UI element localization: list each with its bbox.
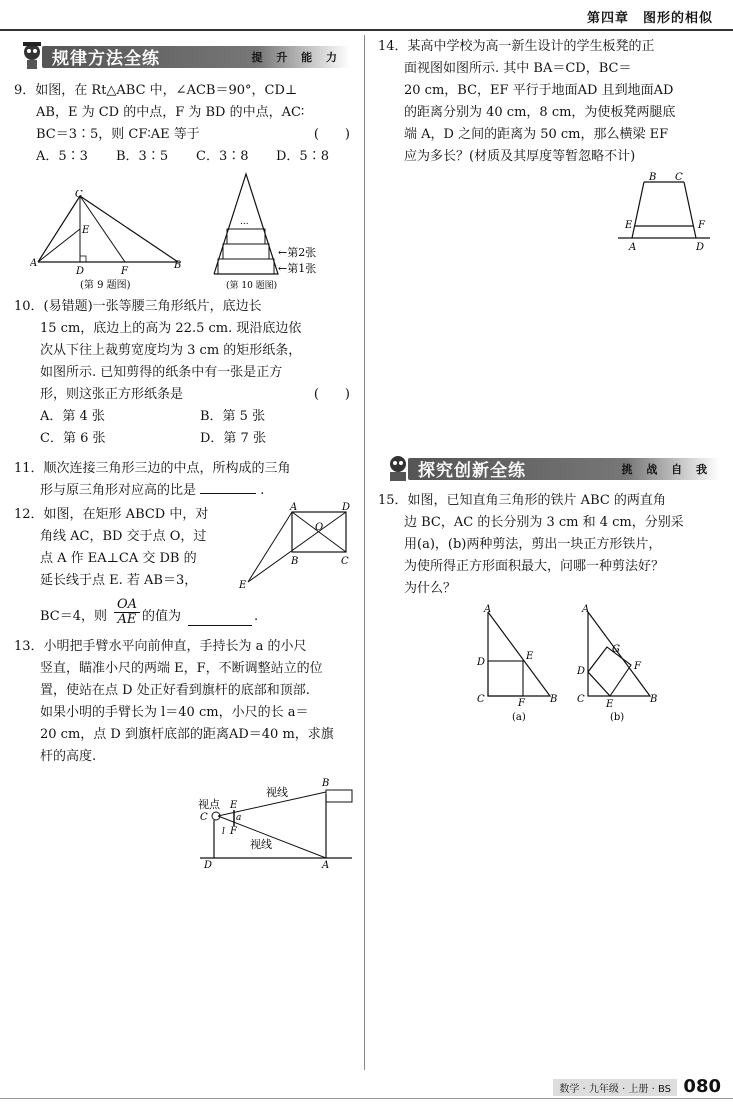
q13-line5: 20 cm，点 D 到旗杆底部的距离AD＝40 m，求旗 (40, 727, 334, 742)
q15-line4: 为使所得正方形面积最大，问哪一种剪法好？ (404, 559, 665, 574)
q10-answer-paren: ( ) (313, 387, 350, 402)
fig12-label-b: B (291, 556, 299, 567)
fig15b-label-b: B (650, 694, 658, 705)
q14-line3: 20 cm，BC，EF 平行于地面AD 且到地面AD (404, 83, 674, 98)
q11-line2: 形与原三角形对应高的比是 (40, 483, 197, 498)
fig10-strip2-label: ←第2张 (278, 246, 317, 259)
q10-option-c: C．第 6 张 (40, 431, 106, 446)
fig9-label-b: B (174, 260, 182, 271)
q15-line1: 15．如图，已知直角三角形的铁片 ABC 的两直角 (378, 493, 666, 508)
fig13-label-c: C (200, 812, 208, 823)
question-15 (378, 490, 724, 600)
fig13-viewpoint-label: 视点 (198, 798, 220, 811)
q12-end: . (254, 609, 259, 624)
q13-line4: 如果小明的手臂长为 l＝40 cm，小尺的长 a＝ (40, 705, 309, 720)
q9-option-c: C．3∶8 (196, 149, 249, 164)
q10-option-d: D．第 7 张 (200, 431, 266, 446)
fig15b-label-f: F (634, 661, 641, 672)
question-11 (14, 458, 354, 502)
figure-12 (236, 502, 356, 590)
fig13-label-a-small: a (236, 813, 242, 823)
fig15b-label-d: D (577, 666, 586, 677)
figure-15a (474, 604, 564, 726)
page-header (0, 0, 733, 30)
q12-line5b: 的值为 (142, 609, 182, 624)
fig13-sight-top: 视线 (266, 786, 288, 799)
q9-line1: 9．如图，在 Rt△ABC 中，∠ACB＝90°，CD⊥ (14, 83, 298, 98)
fig12-label-c: C (341, 556, 349, 567)
chapter-title: 第四章 图形的相似 (586, 11, 713, 26)
q9-option-d: D．5∶8 (276, 149, 329, 164)
fig14-label-d: D (696, 242, 705, 253)
question-13 (14, 636, 360, 768)
fig10-caption: (第 10 题图) (226, 281, 278, 291)
q12-line4: 延长线于点 E. 若 AB＝3， (40, 573, 198, 588)
fig15b-label-a: A (582, 604, 590, 615)
question-9 (14, 80, 354, 168)
fig15a-label-a: A (484, 604, 492, 615)
fig13-label-d: D (204, 860, 213, 870)
q13-line6: 杆的高度. (40, 749, 97, 764)
q12-line5a: BC＝4，则 (40, 609, 108, 624)
q12-frac-num: OA (114, 598, 140, 613)
q9-line3: BC＝3∶5，则 CF∶AE 等于 (36, 127, 200, 142)
page-footer (521, 1076, 721, 1098)
q12-frac-den: AE (117, 612, 137, 627)
fig13-label-f: F (230, 826, 237, 837)
q10-line2: 15 cm，底边上的高为 22.5 cm. 现沿底边依 (40, 321, 302, 336)
q12-line2: 角线 AC，BD 交于点 O，过 (40, 529, 207, 544)
q9-option-b: B．3∶5 (116, 149, 169, 164)
q14-line1: 14．某高中学校为高一新生设计的学生板凳的正 (378, 39, 655, 54)
figure-14 (614, 170, 714, 254)
q15-line2: 边 BC，AC 的长分别为 3 cm 和 4 cm，分别采 (404, 515, 684, 530)
fig14-label-c: C (675, 172, 683, 183)
fig15a-label-e: E (526, 651, 534, 662)
fig15b-label-g: G (612, 644, 620, 655)
question-10 (14, 296, 354, 450)
fig15b-label-c: C (577, 694, 585, 705)
q14-line2: 面视图如图所示. 其中 BA＝CD，BC＝ (404, 61, 632, 76)
q14-line6: 应为多长？(材质及其厚度等暂忽略不计) (404, 149, 636, 164)
figure-15b (574, 604, 664, 726)
q12-answer-blank[interactable] (188, 612, 252, 626)
banner-subtitle: 提 升 能 力 (251, 51, 342, 64)
section-banner-methods (18, 40, 350, 72)
fig15a-label-c: C (477, 694, 485, 705)
q15-line5: 为什么？ (404, 581, 457, 596)
fig13-label-a: A (322, 860, 330, 870)
q14-line5: 端 A，D 之间的距离为 50 cm，那么横梁 EF (404, 127, 669, 142)
book-tag: 数学 · 九年级 · 上册 · BS (553, 1079, 677, 1096)
q9-option-a: A．5∶3 (36, 149, 88, 164)
fig9-label-e: E (82, 225, 90, 236)
q10-line1: 10．(易错题)一张等腰三角形纸片，底边长 (14, 299, 262, 314)
fig13-sight-bottom: 视线 (250, 838, 272, 851)
figure-13 (196, 774, 358, 870)
fig10-dots: ... (240, 217, 249, 227)
fig15a-label-f: F (518, 698, 525, 709)
q11-end: . (260, 483, 265, 498)
q11-answer-blank[interactable] (200, 480, 256, 494)
fig10-strip1-label: ←第1张 (278, 262, 317, 275)
question-12-tail (40, 598, 360, 632)
q12-line1: 12．如图，在矩形 ABCD 中，对 (14, 507, 209, 522)
fig13-label-l: l (222, 827, 225, 837)
q13-line3: 置，使站在点 D 处正好看到旗杆的底部和顶部. (40, 683, 310, 698)
figure-9 (30, 190, 190, 295)
fig14-label-e: E (625, 220, 633, 231)
q13-line2: 竖直，瞄准小尺的两端 E，F，不断调整站立的位 (40, 661, 323, 676)
fig12-label-d: D (342, 502, 351, 513)
question-12 (14, 504, 254, 592)
q10-option-a: A．第 4 张 (40, 409, 105, 424)
fig14-label-f: F (698, 220, 705, 231)
figure-10 (208, 170, 358, 295)
section-banner-innovation (384, 452, 720, 484)
q10-line3: 次从下往上裁剪宽度均为 3 cm 的矩形纸条， (40, 343, 302, 358)
q11-line1: 11．顺次连接三角形三边的中点，所构成的三角 (14, 461, 291, 476)
banner-title: 规律方法全练 (52, 49, 160, 69)
fig14-label-b: B (649, 172, 657, 183)
q9-answer-paren: ( ) (313, 127, 350, 142)
fig9-label-a: A (30, 258, 38, 269)
q13-line1: 13．小明把手臂水平向前伸直，手持长为 a 的小尺 (14, 639, 307, 654)
q12-line3: 点 A 作 EA⊥CA 交 DB 的 (40, 551, 197, 566)
fig15a-caption: (a) (512, 712, 526, 723)
header-rule (0, 29, 733, 31)
fig12-label-a: A (290, 502, 298, 513)
page-number: 080 (683, 1076, 721, 1097)
q10-line4: 如图所示. 已知剪得的纸条中有一张是正方 (40, 365, 283, 380)
fig15a-label-b: B (550, 694, 558, 705)
q10-option-b: B．第 5 张 (200, 409, 266, 424)
fig12-label-e: E (239, 580, 247, 590)
fig14-label-a: A (629, 242, 637, 253)
footer-rule (0, 1098, 733, 1099)
banner-subtitle: 挑 战 自 我 (621, 463, 712, 476)
fig15b-caption: (b) (610, 712, 625, 723)
fig9-label-d: D (76, 266, 85, 277)
fig13-label-e: E (230, 800, 238, 811)
fig12-label-o: O (315, 522, 324, 533)
banner-title: 探究创新全练 (418, 461, 526, 481)
fig9-label-c: C (75, 190, 83, 200)
q10-line5: 形，则这张正方形纸条是 (40, 387, 184, 402)
fig15a-label-d: D (477, 657, 486, 668)
q15-line3: 用(a)，(b)两种剪法，剪出一块正方形铁片， (404, 537, 662, 552)
fig13-label-b: B (322, 778, 330, 789)
fig9-caption: (第 9 题图) (80, 280, 131, 291)
q9-line2: AB，E 为 CD 的中点，F 为 BD 的中点，AC∶ (36, 105, 305, 120)
question-14 (378, 36, 724, 168)
fig9-label-f: F (121, 266, 128, 277)
fig15b-label-e: E (606, 699, 614, 710)
column-divider (364, 35, 365, 1070)
q12-fraction (114, 598, 140, 627)
q14-line4: 的距离分别为 40 cm，8 cm，为使板凳两腿底 (404, 105, 676, 120)
